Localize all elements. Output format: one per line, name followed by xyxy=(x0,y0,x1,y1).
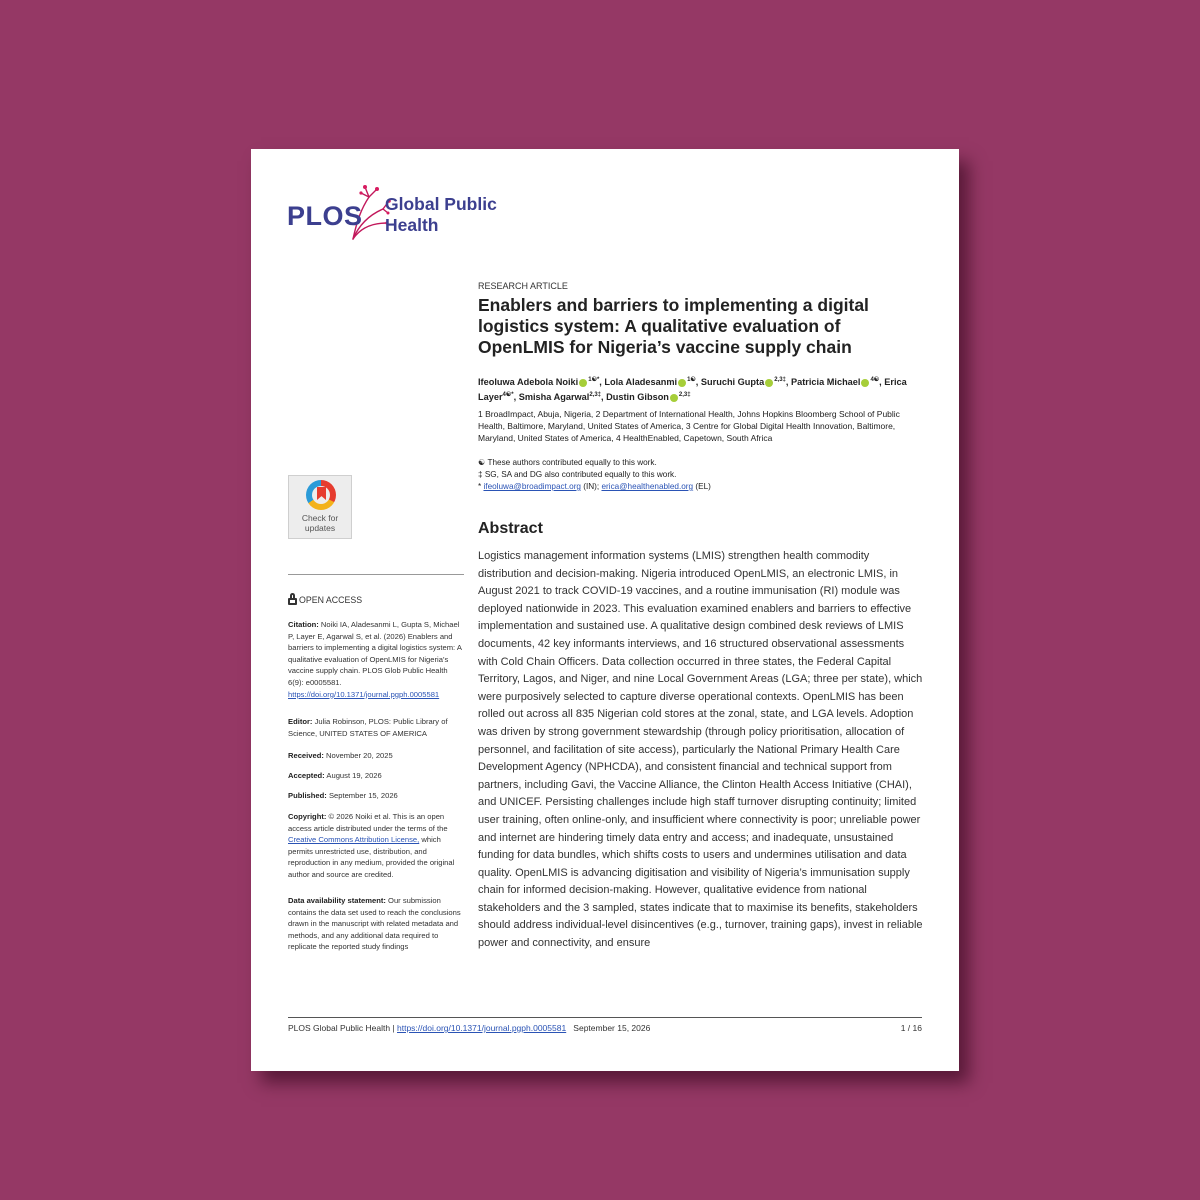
article-type: RESEARCH ARTICLE xyxy=(478,281,568,291)
citation-doi-link[interactable]: https://doi.org/10.1371/journal.pgph.0005581 xyxy=(288,689,440,699)
author-notes xyxy=(478,457,923,493)
author-affil-marker: 2,3‡ xyxy=(774,377,786,383)
footer-date: September 15, 2026 xyxy=(573,1023,651,1033)
editor-label: Editor: xyxy=(288,717,313,726)
article-title: Enablers and barriers to implementing a digital logistics system: A qualitative evaluation of OpenLMIS for Nigeria’s vaccine supply chain xyxy=(478,295,869,357)
shared-contribution-note: ‡ SG, SA and DG also contributed equally to this work. xyxy=(478,470,677,479)
data-availability-text: Our submission contains the data set used to reach the conclusions drawn in the manuscript with related metadata and methods, and any additional data required to replicate the reported study findings xyxy=(288,896,461,952)
copyright-text: © 2026 Noiki et al. This is an open access article distributed under the terms of the xyxy=(288,812,448,833)
data-availability-label: Data availability statement: xyxy=(288,896,386,905)
author-affil-marker: 4☯* xyxy=(502,392,514,399)
author-name[interactable]: Erica Layer xyxy=(478,377,907,403)
received-block xyxy=(288,750,464,762)
copyright-label: Copyright: xyxy=(288,812,327,821)
footer-journal: PLOS Global Public Health | xyxy=(288,1023,395,1033)
orcid-icon[interactable] xyxy=(861,379,869,387)
author-affil-marker: 2,3‡ xyxy=(589,392,602,399)
check-for-updates-button[interactable] xyxy=(288,475,352,539)
published-date: September 15, 2026 xyxy=(328,791,398,800)
open-access-badge xyxy=(288,595,464,607)
email-link[interactable]: ifeoluwa@broadimpact.org xyxy=(483,482,581,491)
author-name[interactable]: Lola Aladesanmi xyxy=(604,377,678,388)
orcid-icon[interactable] xyxy=(579,379,587,387)
published-label: Published: xyxy=(288,791,327,800)
footer-doi-link[interactable]: https://doi.org/10.1371/journal.pgph.0005581 xyxy=(397,1023,567,1033)
citation-label: Citation: xyxy=(288,620,319,629)
affiliations: 1 BroadImpact, Abuja, Nigeria, 2 Department of International Health, Johns Hopkins Bloomberg School of Public Health, Baltimore, Maryland, United States of America, 3 Centre for Global Digital Health Innovation, Baltimore, Maryland, United States of America, 4 HealthEnabled, Capetown, South Africa xyxy=(478,409,900,443)
page-footer xyxy=(288,1017,922,1033)
sidebar-divider xyxy=(288,574,464,575)
orcid-icon[interactable] xyxy=(765,379,773,387)
open-access-label: OPEN ACCESS xyxy=(299,595,363,605)
citation-text: Noiki IA, Aladesanmi L, Gupta S, Michael P, Layer E, Agarwal S, et al. (2026) Enablers and barriers to implementing a digital logistics system: A qualitative evaluation of OpenLMIS for Nigeria’s vaccine supply chain. PLOS Glob Public Health 6(9): e0005581. xyxy=(288,620,462,687)
author-name[interactable]: Suruchi Gupta xyxy=(700,377,765,388)
email-owner: (IN); xyxy=(583,482,600,491)
journal-logo xyxy=(287,179,527,251)
author-name[interactable]: Ifeoluwa Adebola Noiki xyxy=(478,377,579,388)
data-availability-block xyxy=(288,895,464,953)
logo-plos-text: PLOS xyxy=(287,201,363,231)
abstract-heading: Abstract xyxy=(478,520,543,537)
accepted-block xyxy=(288,770,464,782)
email-owner: (EL) xyxy=(695,482,711,491)
editor-block xyxy=(288,716,464,739)
received-date: November 20, 2025 xyxy=(326,751,393,760)
license-link[interactable]: Creative Commons Attribution License, xyxy=(288,835,420,845)
orcid-icon[interactable] xyxy=(670,394,678,402)
published-block xyxy=(288,790,464,802)
author-affil-marker: 1☯* xyxy=(588,377,600,383)
abstract-text: Logistics management information systems (LMIS) strengthen health commodity distribution and decision-making. Nigeria introduced OpenLMIS, an electronic LMIS, in August 2021 to track COVID-19 vaccines, and a routine immunisation (RI) module was deployed nationwide in 2023. This evaluation examined enablers and barriers to effective implementation and sustained use. A qualitative design combined desk reviews of LMIS documents, 42 key informants interviews, and 16 structured observational assessments with Cold Chain Officers. Data collection occurred in three states, the Federal Capital Territory, Lagos, and Niger, and nine Local Government Areas (LGA; three per state), which were purposively selected to capture diverse operational contexts. OpenLMIS has been rolled out across all 835 Nigerian cold stores at the zonal, state, and LGA levels. Adoption was driven by strong government stewardship (through policy prioritisation, allocation of personnel, and facilitation of site access), particularly the National Primary Health Care Development Agency (NPHCDA), and consistent financial and technical support from partners, including Gavi, the Vaccine Alliance, the Clinton Health Access Initiative (CHAI), and UNICEF. Persisting challenges include high staff turnover disrupting continuity; limited user training, often online-only, and insufficient where connectivity is poor; unreliable power and internet are hindering timely data entry and access; and inadequate, unsustained funding for data bundles, which shifts costs to users and undermines utilisation and data quality. OpenLMIS is advancing digitisation and visibility of Nigeria’s immunisation supply chain for informed decision-making. However, qualitative evidence from national stakeholders and the 3 sampled, states indicate that to maximise its benefits, stakeholders should address individual-level disincentives (e.g., turnover, training gaps), invest in reliable power and connectivity, and ensure xyxy=(478,550,923,950)
author-list: Ifeoluwa Adebola Noiki $^{1☯*}$, Lola Aladesanmi $^{1☯}$, Suruchi Gupta $^{2,3\ddagger}$, Patricia Michael $^{4☯}$, Erica Layer$^{4☯*}$, Smisha Agarwal$^{2,3\ddagger}$, Dustin Gibson $^{2,3\ddagger}$ xyxy=(478,377,907,403)
logo-journal-name: Global Public Health xyxy=(385,194,497,235)
accepted-date: August 19, 2026 xyxy=(326,771,382,780)
citation-block xyxy=(288,619,464,700)
copyright-block xyxy=(288,811,464,881)
check-updates-label: Check for updates xyxy=(301,513,339,533)
orcid-icon[interactable] xyxy=(678,379,686,387)
author-affil-marker: 4☯ xyxy=(870,377,880,383)
page-number: 1 / 16 xyxy=(900,1023,922,1033)
corresponding-emails: * ifeoluwa@broadimpact.org (IN); erica@healthenabled.org (EL) xyxy=(478,482,711,491)
copyright-text-continued: which permits unrestricted use, distribution, and reproduction in any medium, provided the original author and source are credited. xyxy=(288,835,455,879)
received-label: Received: xyxy=(288,751,324,760)
equal-contribution-note: ☯ These authors contributed equally to this work. xyxy=(478,458,657,467)
email-link[interactable]: erica@healthenabled.org xyxy=(601,482,694,491)
author-affil-marker: 2,3‡ xyxy=(678,392,691,399)
editor-text: Julia Robinson, PLOS: Public Library of Science, UNITED STATES OF AMERICA xyxy=(288,717,448,738)
open-lock-icon xyxy=(288,598,297,605)
article-page xyxy=(251,149,959,1071)
author-affil-marker: 1☯ xyxy=(687,377,696,383)
accepted-label: Accepted: xyxy=(288,771,325,780)
author-name[interactable]: Patricia Michael xyxy=(791,377,861,388)
author-name[interactable]: Dustin Gibson xyxy=(606,392,669,403)
author-name[interactable]: Smisha Agarwal xyxy=(518,392,590,403)
